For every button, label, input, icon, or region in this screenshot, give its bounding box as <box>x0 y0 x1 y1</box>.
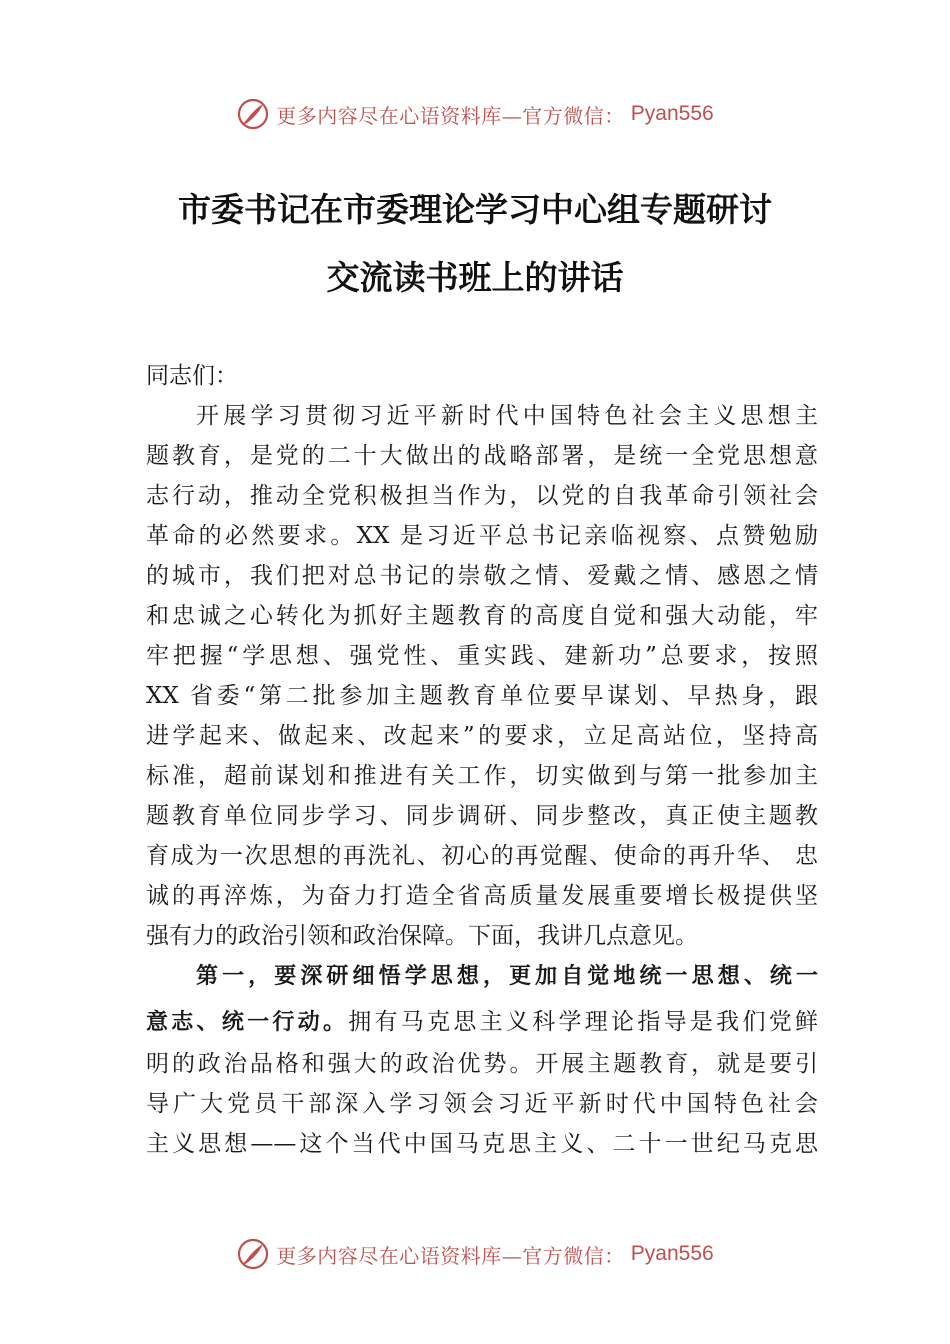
watermark-text: 更多内容尽在心语资料库—官方微信： <box>276 103 625 128</box>
paragraph-line: 开展学习贯彻习近平新时代中国特色社会主义思想主 <box>196 403 818 429</box>
paragraph-2 <box>146 956 818 1164</box>
paragraph-line: 的城市，我们把对总书记的崇敬之情、爱戴之情、感恩之情 <box>146 563 818 589</box>
watermark-id: Pyan556 <box>630 102 714 125</box>
section-heading-end: 意志、统一行动。 <box>146 1010 349 1035</box>
paragraph-line: 进学起来、做起来、改起来”的要求，立足高站位，坚持高 <box>146 723 818 749</box>
feather-seal-icon <box>236 1237 270 1271</box>
document-title-line-2: 交流读书班上的讲话 <box>326 258 624 297</box>
paragraph-text: 拥有马克思主义科学理论指导是我们党鲜 <box>348 1009 818 1035</box>
paragraph-line: 强有力的政治引领和政治保障。下面，我讲几点意见。 <box>146 923 698 949</box>
paragraph-line: 诚的再淬炼，为奋力打造全省高质量发展重要增长极提供坚 <box>146 883 818 909</box>
watermark-id: Pyan556 <box>630 1242 714 1265</box>
paragraph-line: XX 省委“第二批参加主题教育单位要早谋划、早热身，跟 <box>146 683 818 709</box>
document-title-line-1: 市委书记在市委理论学习中心组专题研讨 <box>178 190 772 229</box>
footer-watermark <box>0 1234 950 1274</box>
paragraph-line: 主义思想——这个当代中国马克思主义、二十一世纪马克思 <box>146 1131 818 1157</box>
paragraph-line: 牢把握“学思想、强党性、重实践、建新功”总要求，按照 <box>146 643 818 669</box>
paragraph-line: 题教育单位同步学习、同步调研、同步整改，真正使主题教 <box>146 803 818 829</box>
watermark-text: 更多内容尽在心语资料库—官方微信： <box>276 1243 625 1268</box>
paragraph-line: 明的政治品格和强大的政治优势。开展主题教育，就是要引 <box>146 1051 818 1077</box>
feather-seal-icon <box>236 97 270 131</box>
paragraph-line <box>146 1000 818 1044</box>
paragraph-line: 标准，超前谋划和推进有关工作，切实做到与第一批参加主 <box>146 763 818 789</box>
paragraph-line: 和忠诚之心转化为抓好主题教育的高度自觉和强大动能，牢 <box>146 603 818 629</box>
section-heading-line: 第一，要深研细悟学思想，更加自觉地统一思想、统一 <box>196 964 818 989</box>
paragraph-line: 育成为一次思想的再洗礼、初心的再觉醒、使命的再升华、 忠 <box>146 843 818 869</box>
header-watermark <box>0 94 950 134</box>
paragraph-line: 革命的必然要求。XX 是习近平总书记亲临视察、点赞勉励 <box>146 523 818 549</box>
paragraph-1 <box>146 396 818 956</box>
salutation: 同志们： <box>146 363 238 389</box>
paragraph-line: 导广大党员干部深入学习领会习近平新时代中国特色社会 <box>146 1091 818 1117</box>
paragraph-line: 志行动，推动全党积极担当作为，以党的自我革命引领社会 <box>146 483 818 509</box>
paragraph-line: 题教育，是党的二十大做出的战略部署，是统一全党思想意 <box>146 443 818 469</box>
